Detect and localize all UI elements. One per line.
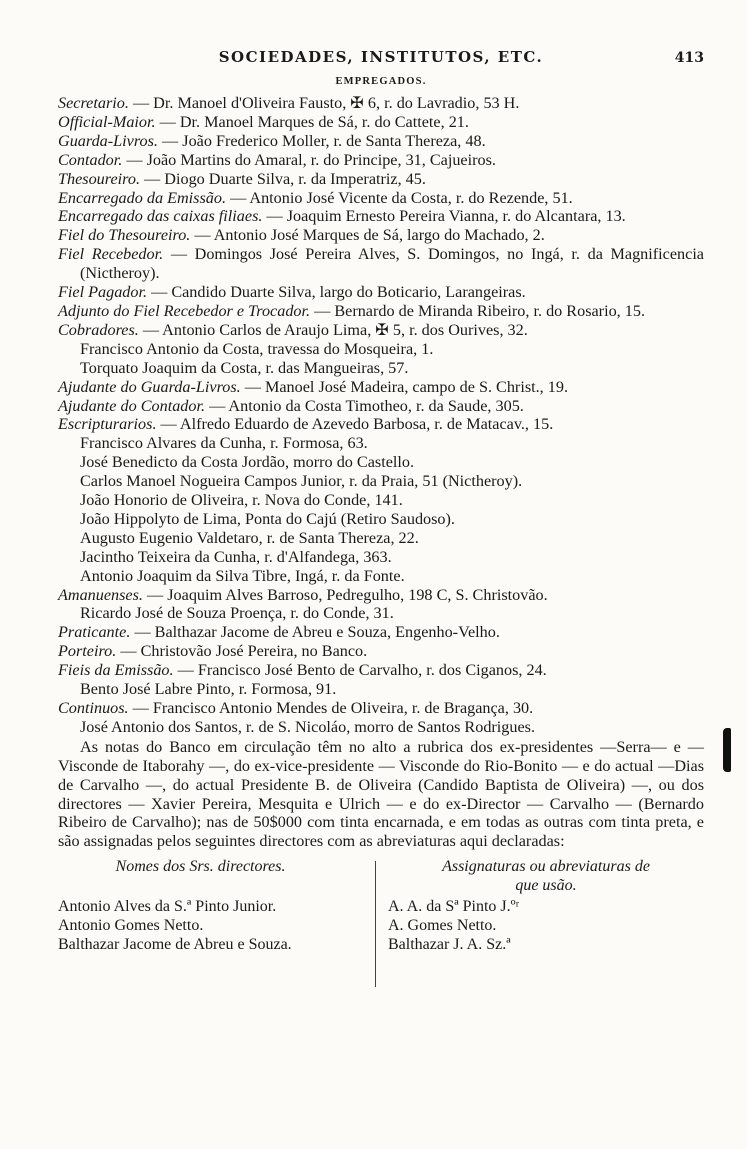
employee-entry xyxy=(58,718,704,737)
entry-text: — Antonio Carlos de Araujo Lima, ✠ 5, r. dos Ourives, 32. xyxy=(138,320,528,339)
employee-entry xyxy=(58,604,704,623)
entry-text: — Bernardo de Miranda Ribeiro, r. do Rosario, 15. xyxy=(310,301,645,320)
employee-entry xyxy=(58,491,704,510)
entry-text: — Joaquim Alves Barroso, Pedregulho, 198 C, S. Christovão. xyxy=(142,585,548,604)
employee-entry xyxy=(58,170,704,189)
directors-column xyxy=(58,857,343,954)
entry-text: — Francisco Antonio Mendes de Oliveira, r. de Bragança, 30. xyxy=(128,699,534,717)
entry-text: — Antonio José Marques de Sá, largo do Machado, 2. xyxy=(190,226,545,245)
employee-entry xyxy=(58,321,704,340)
employee-entry xyxy=(58,359,704,378)
directors-header-text: Nomes dos Srs. directores. xyxy=(115,858,286,876)
entry-text: — Francisco José Bento de Carvalho, r. dos Ciganos, 24. xyxy=(173,661,547,680)
employee-entry xyxy=(58,245,704,283)
entry-role: Encarregado das caixas filiaes. xyxy=(58,207,263,226)
entry-role: Guarda-Livros. xyxy=(58,131,158,150)
director-abbreviation: A. Gomes Netto. xyxy=(388,917,497,935)
employee-entry xyxy=(58,151,704,170)
running-header xyxy=(58,48,704,74)
entry-text: — Candido Duarte Silva, largo do Boticario, Larangeiras. xyxy=(147,283,526,302)
employee-entry xyxy=(58,661,704,680)
employee-entry xyxy=(58,623,704,642)
entry-text: — Christovão José Pereira, no Banco. xyxy=(116,642,368,661)
directors-column-header xyxy=(58,857,343,897)
entry-text: — Manoel José Madeira, campo de S. Christ., 19. xyxy=(240,377,568,396)
document-page xyxy=(58,48,704,987)
entry-role: Secretario. xyxy=(58,94,129,112)
entry-text: Jacintho Teixeira da Cunha, r. d'Alfandega, 363. xyxy=(80,547,392,566)
director-abbreviation: Balthazar J. A. Sz.ª xyxy=(388,936,511,954)
director-name: Antonio Gomes Netto. xyxy=(58,917,204,935)
employee-entry xyxy=(58,472,704,491)
employee-entry xyxy=(58,510,704,529)
entry-role: Fiel do Thesoureiro. xyxy=(58,226,191,245)
employee-entry xyxy=(58,302,704,321)
entry-text: José Benedicto da Costa Jordão, morro do Castello. xyxy=(80,453,415,472)
employee-entry xyxy=(58,680,704,699)
entry-role: Continuos. xyxy=(58,699,129,717)
employee-entry xyxy=(58,548,704,567)
entry-text: Ricardo José de Souza Proença, r. do Conde, 31. xyxy=(80,604,394,623)
directors-names xyxy=(58,897,343,954)
entry-text: — Diogo Duarte Silva, r. da Imperatriz, 45. xyxy=(140,169,426,188)
entry-text: Antonio Joaquim da Silva Tibre, Ingá, r. da Fonte. xyxy=(80,566,405,585)
entry-role: Adjunto do Fiel Recebedor e Trocador. xyxy=(58,301,311,320)
employee-entry xyxy=(58,226,704,245)
entry-text: — Dr. Manoel d'Oliveira Fausto, ✠ 6, r. do Lavradio, 53 H. xyxy=(128,94,520,112)
entry-role: Contador. xyxy=(58,150,123,169)
director-name: Antonio Alves da S.ª Pinto Junior. xyxy=(58,898,277,916)
employee-entry xyxy=(58,113,704,132)
abbreviations-column-header xyxy=(388,857,704,897)
entry-role: Fieis da Emissão. xyxy=(58,661,174,680)
directors-abbreviations xyxy=(388,897,704,954)
header-title: SOCIEDADES, INSTITUTOS, ETC. xyxy=(218,48,544,66)
employee-entry xyxy=(58,699,704,718)
entry-text: Francisco Antonio da Costa, travessa do Mosqueira, 1. xyxy=(80,339,434,358)
abbrev-header-line1: Assignaturas ou abreviaturas de xyxy=(442,858,650,876)
notes-paragraph: As notas do Banco em circulação têm no alto a rubrica dos ex-presidentes —Serra— e —Visconde de Itaborahy —, do ex-vice-presidente — Visconde do Rio-Bonito — e do actual —Dias de Carvalho —, do actual Presidente B. de Oliveira (Candido Baptista de Oliveira) —, ou dos directores — Xavier Pereira, Mesquita e Ulrich — e do ex-Director — Carvalho — (Bernardo Ribeiro de Carvalho); nas de 50$000 com tinta encarnada, e em todas as outras com tinta preta, e são assignadas pelos seguintes directores com as abreviaturas aqui declaradas: xyxy=(58,737,704,851)
employee-entry xyxy=(58,132,704,151)
employee-entry xyxy=(58,189,704,208)
entry-role: Official-Maior. xyxy=(58,112,156,131)
entry-text: João Hippolyto de Lima, Ponta do Cajú (Retiro Saudoso). xyxy=(80,509,455,528)
entry-role: Ajudante do Guarda-Livros. xyxy=(58,377,241,396)
employee-entry xyxy=(58,94,704,113)
entry-text: Francisco Alvares da Cunha, r. Formosa, 63. xyxy=(80,434,368,453)
entry-role: Porteiro. xyxy=(58,642,117,661)
entry-text: — Balthazar Jacome de Abreu e Souza, Engenho-Velho. xyxy=(130,623,500,642)
entry-text: Torquato Joaquim da Costa, r. das Mangueiras, 57. xyxy=(80,358,409,377)
entry-text: — Alfredo Eduardo de Azevedo Barbosa, r. de Matacav., 15. xyxy=(156,415,554,434)
entry-text: Bento José Labre Pinto, r. Formosa, 91. xyxy=(80,680,337,699)
entry-role: Encarregado da Emissão. xyxy=(58,188,227,207)
director-name: Balthazar Jacome de Abreu e Souza. xyxy=(58,936,292,954)
employee-entry xyxy=(58,567,704,586)
entry-role: Ajudante do Contador. xyxy=(58,396,206,415)
page-number: 413 xyxy=(674,50,704,66)
entry-text: João Honorio de Oliveira, r. Nova do Conde, 141. xyxy=(80,491,403,510)
entry-role: Amanuenses. xyxy=(58,585,143,604)
entry-text: — Antonio José Vicente da Costa, r. do Rezende, 51. xyxy=(226,188,573,207)
entry-role: Thesoureiro. xyxy=(58,169,140,188)
employee-entry xyxy=(58,397,704,416)
entry-text: Carlos Manoel Nogueira Campos Junior, r. da Praia, 51 (Nictheroy). xyxy=(80,472,523,491)
section-subtitle: EMPREGADOS. xyxy=(335,76,427,87)
entry-text: — Joaquim Ernesto Pereira Vianna, r. do Alcantara, 13. xyxy=(262,207,626,226)
entry-text: Augusto Eugenio Valdetaro, r. de Santa Thereza, 22. xyxy=(80,528,419,547)
employee-entry xyxy=(58,207,704,226)
entry-role: Cobradores. xyxy=(58,320,139,339)
column-divider xyxy=(375,861,376,987)
employee-entry xyxy=(58,529,704,548)
employee-entry xyxy=(58,586,704,605)
entry-role: Fiel Pagador. xyxy=(58,283,148,302)
employee-list xyxy=(58,94,704,737)
entry-text: — João Frederico Moller, r. de Santa Thereza, 48. xyxy=(157,131,486,150)
employee-entry xyxy=(58,453,704,472)
employee-entry xyxy=(58,434,704,453)
employee-entry xyxy=(58,378,704,397)
entry-text: — Domingos José Pereira Alves, S. Domingos, no Ingá, r. da Magnificencia (Nictheroy). xyxy=(80,245,704,283)
entry-text: — Antonio da Costa Timotheo, r. da Saude, 305. xyxy=(205,396,524,415)
entry-role: Praticante. xyxy=(58,623,131,642)
employee-entry xyxy=(58,642,704,661)
abbreviations-column xyxy=(388,857,704,954)
entry-text: — Dr. Manoel Marques de Sá, r. do Cattete, 21. xyxy=(155,112,469,131)
employee-entry xyxy=(58,415,704,434)
employee-entry xyxy=(58,340,704,359)
entry-role: Fiel Recebedor. xyxy=(58,245,164,264)
entry-role: Escripturarios. xyxy=(58,415,157,434)
abbrev-header-line2: que usão. xyxy=(515,877,577,895)
entry-text: — João Martins do Amaral, r. do Principe, 31, Cajueiros. xyxy=(122,150,496,169)
director-abbreviation: A. A. da Sª Pinto J.ºʳ xyxy=(388,898,520,916)
entry-text: José Antonio dos Santos, r. de S. Nicoláo, morro de Santos Rodrigues. xyxy=(80,717,536,736)
signature-table xyxy=(58,857,704,987)
margin-ink-mark xyxy=(723,728,731,772)
employee-entry xyxy=(58,283,704,302)
